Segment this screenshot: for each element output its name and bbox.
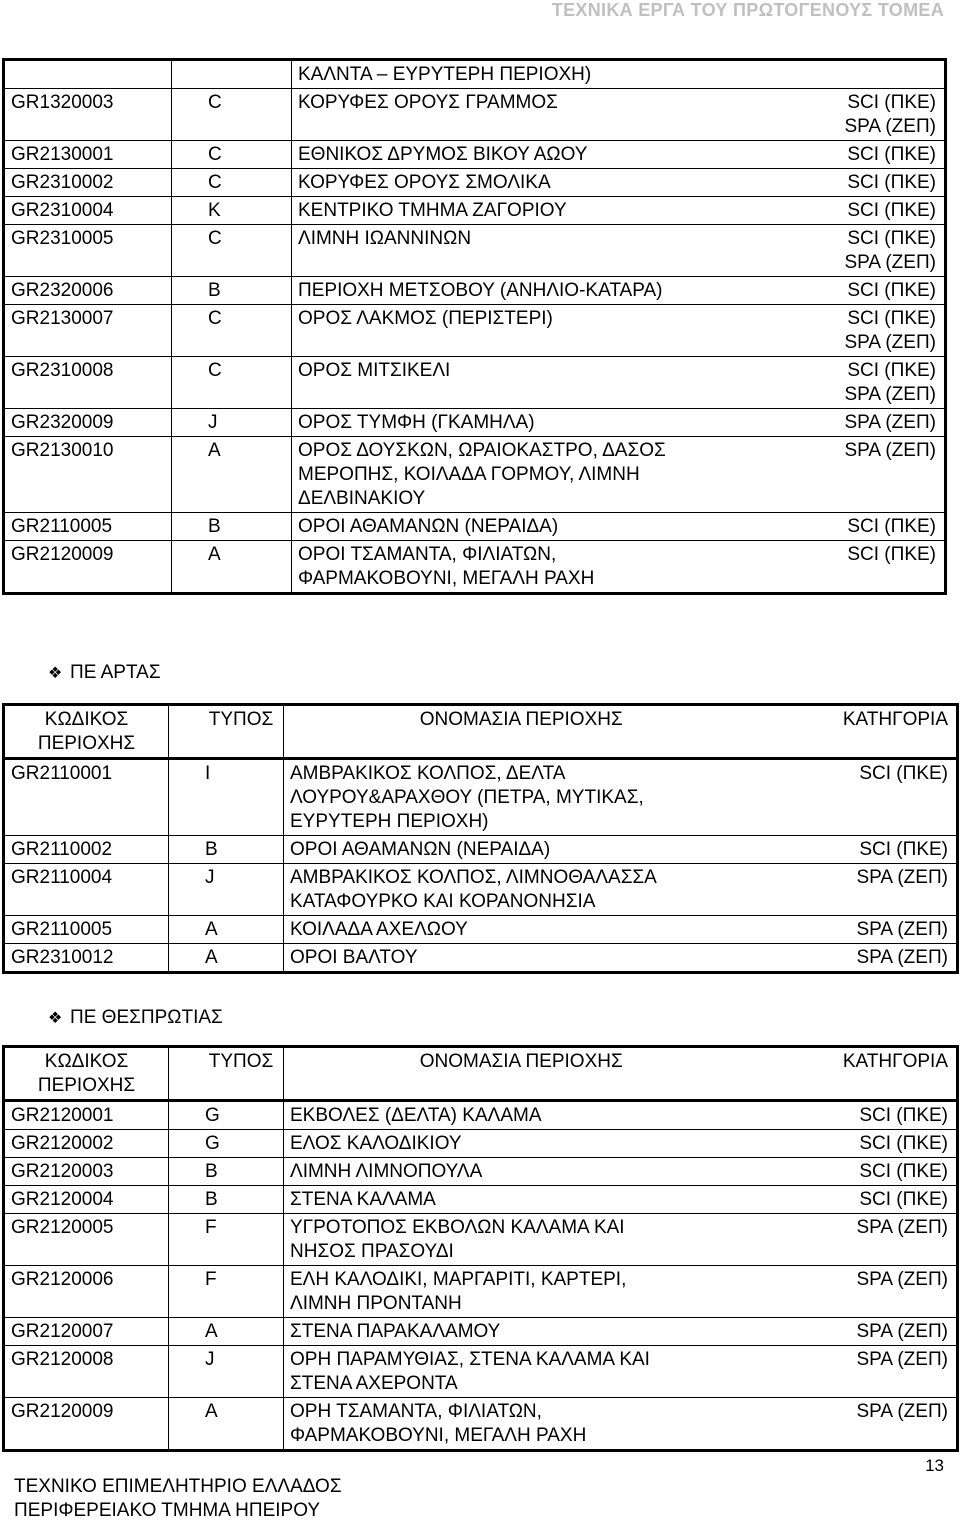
table-row (4, 1130, 958, 1158)
category-cell: SPA (ΖΕΠ) (856, 1217, 948, 1238)
area-code-cell: GR2110002 (4, 836, 169, 864)
category-cell: SCI (ΠΚΕ) (859, 839, 948, 860)
running-header: ΤΕΧΝΙΚΑ ΕΡΓΑ ΤΟΥ ΠΡΩΤΟΓΕΝΟΥΣ ΤΟΜΕΑ (551, 0, 944, 20)
area-code-cell: GR2110005 (4, 916, 169, 944)
category-cell: SCI (ΠΚΕ) (847, 172, 936, 193)
area-code-cell: GR2310008 (4, 357, 172, 409)
area-name-cell: ΚΟΡΥΦΕΣ ΟΡΟΥΣ ΣΜΟΛΙΚΑ (298, 172, 551, 193)
category-cell: SCI (ΠΚΕ) SPA (ΖΕΠ) (844, 360, 936, 405)
table-body (4, 60, 946, 594)
category-cell: SPA (ΖΕΠ) (856, 947, 948, 968)
page-number: 13 (925, 1456, 944, 1475)
type-cell (172, 60, 292, 89)
area-name-cell: ΟΡΟΣ ΜΙΤΣΙΚΕΛΙ (298, 360, 451, 381)
area-code-cell: GR1320003 (4, 89, 172, 141)
area-code-cell: GR2120009 (4, 541, 172, 594)
type-cell: A (169, 916, 284, 944)
header-category: ΚΑΤΗΓΟΡΙΑ (842, 709, 948, 730)
table-row (4, 836, 958, 864)
area-name-cell: ΕΛΗ ΚΑΛΟΔΙΚΙ, ΜΑΡΓΑΡΙΤΙ, ΚΑΡΤΕΡΙ, ΛΙΜΝΗ ΠΡΟΝΤΑΝΗ (290, 1269, 627, 1314)
table-body (4, 1047, 958, 1451)
type-cell: C (172, 141, 292, 169)
area-code-cell: GR2120008 (4, 1346, 169, 1398)
header-name: ΟΝΟΜΑΣΙΑ ΠΕΡΙΟΧΗΣ (419, 1051, 623, 1072)
category-cell: SCI (ΠΚΕ) SPA (ΖΕΠ) (844, 92, 936, 137)
area-name-cell: ΕΘΝΙΚΟΣ ΔΡΥΜΟΣ ΒΙΚΟΥ ΑΩΟΥ (298, 144, 588, 165)
type-cell: A (172, 541, 292, 594)
area-name-cell: ΛΙΜΝΗ ΛΙΜΝΟΠΟΥΛΑ (290, 1161, 483, 1182)
area-name-cell: ΚΟΙΛΑΔΑ ΑΧΕΛΩΟΥ (290, 919, 468, 940)
table-row (4, 437, 946, 513)
diamond-bullet-icon: ❖ (48, 665, 63, 682)
area-name-cell: ΚΟΡΥΦΕΣ ΟΡΟΥΣ ΓΡΑΜΜΟΣ (298, 92, 558, 113)
table-row (4, 169, 946, 197)
type-cell: F (169, 1214, 284, 1266)
type-cell: C (172, 169, 292, 197)
category-cell: SCI (ΠΚΕ) (859, 1133, 948, 1154)
area-name-cell: ΣΤΕΝΑ ΚΑΛΑΜΑ (290, 1189, 436, 1210)
area-name-cell: ΟΡΟΣ ΤΥΜΦΗ (ΓΚΑΜΗΛΑ) (298, 412, 535, 433)
area-code-cell: GR2320006 (4, 277, 172, 305)
footer-line: ΠΕΡΙΦΕΡΕΙΑΚΟ ΤΜΗΜΑ ΗΠΕΙΡΟΥ (14, 1500, 321, 1521)
section-heading-thesprotia (48, 1007, 223, 1029)
category-cell: SCI (ΠΚΕ) (847, 280, 936, 301)
table-row (4, 141, 946, 169)
category-cell: SCI (ΠΚΕ) (847, 200, 936, 221)
area-code-cell: GR2120001 (4, 1101, 169, 1130)
area-code-cell (4, 60, 172, 89)
type-cell: G (169, 1130, 284, 1158)
area-code-cell: GR2120003 (4, 1158, 169, 1186)
table-row (4, 1186, 958, 1214)
type-cell: G (169, 1101, 284, 1130)
table-thesprotia (2, 1045, 959, 1452)
area-code-cell: GR2120007 (4, 1318, 169, 1346)
table-row (4, 864, 958, 916)
area-name-cell: ΠΕΡΙΟΧΗ ΜΕΤΣΟΒΟΥ (ΑΝΗΛΙΟ-ΚΑΤΑΡΑ) (298, 280, 663, 301)
table-row (4, 759, 958, 836)
header-code: ΚΩΔΙΚΟΣ ΠΕΡΙΟΧΗΣ (4, 705, 169, 759)
category-cell: SPA (ΖΕΠ) (856, 1401, 948, 1422)
type-cell: B (169, 1158, 284, 1186)
category-cell: SPA (ΖΕΠ) (856, 867, 948, 888)
category-cell: SCI (ΠΚΕ) (847, 144, 936, 165)
table-ioannina-continued (2, 58, 947, 595)
category-cell: SPA (ΖΕΠ) (856, 1349, 948, 1370)
table-row (4, 513, 946, 541)
category-cell: SPA (ΖΕΠ) (856, 1321, 948, 1342)
area-name-cell: ΟΡΗ ΤΣΑΜΑΝΤΑ, ΦΙΛΙΑΤΩΝ, ΦΑΡΜΑΚΟΒΟΥΝΙ, ΜΕΓΑΛΗ ΡΑΧΗ (290, 1401, 587, 1446)
category-cell: SCI (ΠΚΕ) SPA (ΖΕΠ) (844, 228, 936, 273)
table-row (4, 60, 946, 89)
area-name-cell: ΕΛΟΣ ΚΑΛΟΔΙΚΙΟΥ (290, 1133, 462, 1154)
area-name-cell: ΥΓΡΟΤΟΠΟΣ ΕΚΒΟΛΩΝ ΚΑΛΑΜΑ ΚΑΙ ΝΗΣΟΣ ΠΡΑΣΟΥΔΙ (290, 1217, 625, 1262)
category-cell: SPA (ΖΕΠ) (856, 919, 948, 940)
type-cell: C (172, 305, 292, 357)
table-row (4, 1158, 958, 1186)
area-code-cell: GR2120009 (4, 1398, 169, 1451)
area-code-cell: GR2310012 (4, 944, 169, 973)
category-cell: SCI (ΠΚΕ) SPA (ΖΕΠ) (844, 308, 936, 353)
area-code-cell: GR2310004 (4, 197, 172, 225)
area-code-cell: GR2310005 (4, 225, 172, 277)
area-code-cell: GR2110001 (4, 759, 169, 836)
area-name-cell: ΟΡΟΣ ΔΟΥΣΚΩΝ, ΩΡΑΙΟΚΑΣΤΡΟ, ΔΑΣΟΣ ΜΕΡΟΠΗΣ, ΚΟΙΛΑΔΑ ΓΟΡΜΟΥ, ΛΙΜΝΗ ΔΕΛΒΙΝΑΚΙΟΥ (298, 440, 666, 509)
category-cell: SCI (ΠΚΕ) (847, 544, 936, 565)
area-code-cell: GR2320009 (4, 409, 172, 437)
table-row (4, 89, 946, 141)
area-name-cell: ΛΙΜΝΗ ΙΩΑΝΝΙΝΩΝ (298, 228, 472, 249)
area-name-cell: ΟΡΟΙ ΒΑΛΤΟΥ (290, 947, 418, 968)
area-code-cell: GR2120002 (4, 1130, 169, 1158)
header-code: ΚΩΔΙΚΟΣ ΠΕΡΙΟΧΗΣ (4, 1047, 169, 1101)
table-row (4, 1318, 958, 1346)
table-row (4, 305, 946, 357)
type-cell: B (169, 1186, 284, 1214)
type-cell: J (169, 864, 284, 916)
category-cell: SPA (ΖΕΠ) (844, 412, 936, 433)
footer (14, 1475, 342, 1523)
area-name-cell: ΚΑΛΝΤΑ – ΕΥΡΥΤΕΡΗ ΠΕΡΙΟΧΗ) (298, 64, 592, 85)
table-row (4, 197, 946, 225)
type-cell: I (169, 759, 284, 836)
table-row (4, 1214, 958, 1266)
category-cell: SPA (ΖΕΠ) (844, 440, 936, 461)
type-cell: A (172, 437, 292, 513)
table-header-row (4, 705, 958, 759)
area-code-cell: GR2130007 (4, 305, 172, 357)
type-cell: C (172, 357, 292, 409)
type-cell: A (169, 944, 284, 973)
area-name-cell: ΟΡΗ ΠΑΡΑΜΥΘΙΑΣ, ΣΤΕΝΑ ΚΑΛΑΜΑ ΚΑΙ ΣΤΕΝΑ ΑΧΕΡΟΝΤΑ (290, 1349, 650, 1394)
type-cell: B (172, 277, 292, 305)
type-cell: J (172, 409, 292, 437)
area-code-cell: GR2120004 (4, 1186, 169, 1214)
table-body (4, 705, 958, 973)
table-row (4, 225, 946, 277)
header-category: ΚΑΤΗΓΟΡΙΑ (842, 1051, 948, 1072)
header-type: ΤΥΠΟΣ (169, 1047, 284, 1101)
area-name-cell: ΟΡΟΙ ΑΘΑΜΑΝΩΝ (ΝΕΡΑΙΔΑ) (298, 516, 559, 537)
category-cell: SCI (ΠΚΕ) (859, 1105, 948, 1126)
header-type: ΤΥΠΟΣ (169, 705, 284, 759)
area-name-cell: ΑΜΒΡΑΚΙΚΟΣ ΚΟΛΠΟΣ, ΔΕΛΤΑ ΛΟΥΡΟΥ&ΑΡΑΧΘΟΥ (ΠΕΤΡΑ, ΜΥΤΙΚΑΣ, ΕΥΡΥΤΕΡΗ ΠΕΡΙΟΧΗ) (290, 763, 644, 832)
area-name-cell: ΚΕΝΤΡΙΚΟ ΤΜΗΜΑ ΖΑΓΟΡΙΟΥ (298, 200, 567, 221)
table-row (4, 1101, 958, 1130)
table-arta (2, 703, 959, 974)
section-title: ΠΕ ΑΡΤΑΣ (70, 662, 161, 683)
area-code-cell: GR2110004 (4, 864, 169, 916)
area-code-cell: GR2120006 (4, 1266, 169, 1318)
category-cell: SCI (ΠΚΕ) (859, 1161, 948, 1182)
footer-line: ΤΕΧΝΙΚΟ ΕΠΙΜΕΛΗΤΗΡΙΟ ΕΛΛΑΔΟΣ (14, 1476, 342, 1497)
header-name: ΟΝΟΜΑΣΙΑ ΠΕΡΙΟΧΗΣ (419, 709, 623, 730)
table-row (4, 1266, 958, 1318)
type-cell: F (169, 1266, 284, 1318)
area-name-cell: ΣΤΕΝΑ ΠΑΡΑΚΑΛΑΜΟΥ (290, 1321, 501, 1342)
area-name-cell: ΑΜΒΡΑΚΙΚΟΣ ΚΟΛΠΟΣ, ΛΙΜΝΟΘΑΛΑΣΣΑ ΚΑΤΑΦΟΥΡΚΟ ΚΑΙ ΚΟΡΑΝΟΝΗΣΙΑ (290, 867, 657, 912)
area-code-cell: GR2130001 (4, 141, 172, 169)
diamond-bullet-icon: ❖ (48, 1010, 63, 1027)
table-row (4, 916, 958, 944)
type-cell: A (169, 1318, 284, 1346)
area-code-cell: GR2120005 (4, 1214, 169, 1266)
table-row (4, 541, 946, 594)
category-cell: SCI (ΠΚΕ) (847, 516, 936, 537)
type-cell: J (169, 1346, 284, 1398)
area-code-cell: GR2310002 (4, 169, 172, 197)
section-title: ΠΕ ΘΕΣΠΡΩΤΙΑΣ (70, 1007, 223, 1028)
type-cell: B (169, 836, 284, 864)
type-cell: C (172, 89, 292, 141)
type-cell: C (172, 225, 292, 277)
table-row (4, 1346, 958, 1398)
table-row (4, 944, 958, 973)
type-cell: A (169, 1398, 284, 1451)
table-header-row (4, 1047, 958, 1101)
category-cell: SCI (ΠΚΕ) (859, 763, 948, 784)
table-row (4, 409, 946, 437)
area-name-cell: ΕΚΒΟΛΕΣ (ΔΕΛΤΑ) ΚΑΛΑΜΑ (290, 1105, 542, 1126)
area-name-cell: ΟΡΟΙ ΤΣΑΜΑΝΤΑ, ΦΙΛΙΑΤΩΝ, ΦΑΡΜΑΚΟΒΟΥΝΙ, ΜΕΓΑΛΗ ΡΑΧΗ (298, 544, 595, 589)
category-cell: SCI (ΠΚΕ) (859, 1189, 948, 1210)
area-code-cell: GR2110005 (4, 513, 172, 541)
category-cell (754, 60, 946, 89)
area-name-cell: ΟΡΟΣ ΛΑΚΜΟΣ (ΠΕΡΙΣΤΕΡΙ) (298, 308, 553, 329)
type-cell: B (172, 513, 292, 541)
area-name-cell: ΟΡΟΙ ΑΘΑΜΑΝΩΝ (ΝΕΡΑΙΔΑ) (290, 839, 551, 860)
table-row (4, 1398, 958, 1451)
type-cell: K (172, 197, 292, 225)
table-row (4, 357, 946, 409)
category-cell: SPA (ΖΕΠ) (856, 1269, 948, 1290)
area-code-cell: GR2130010 (4, 437, 172, 513)
section-heading-arta (48, 662, 161, 684)
table-row (4, 277, 946, 305)
